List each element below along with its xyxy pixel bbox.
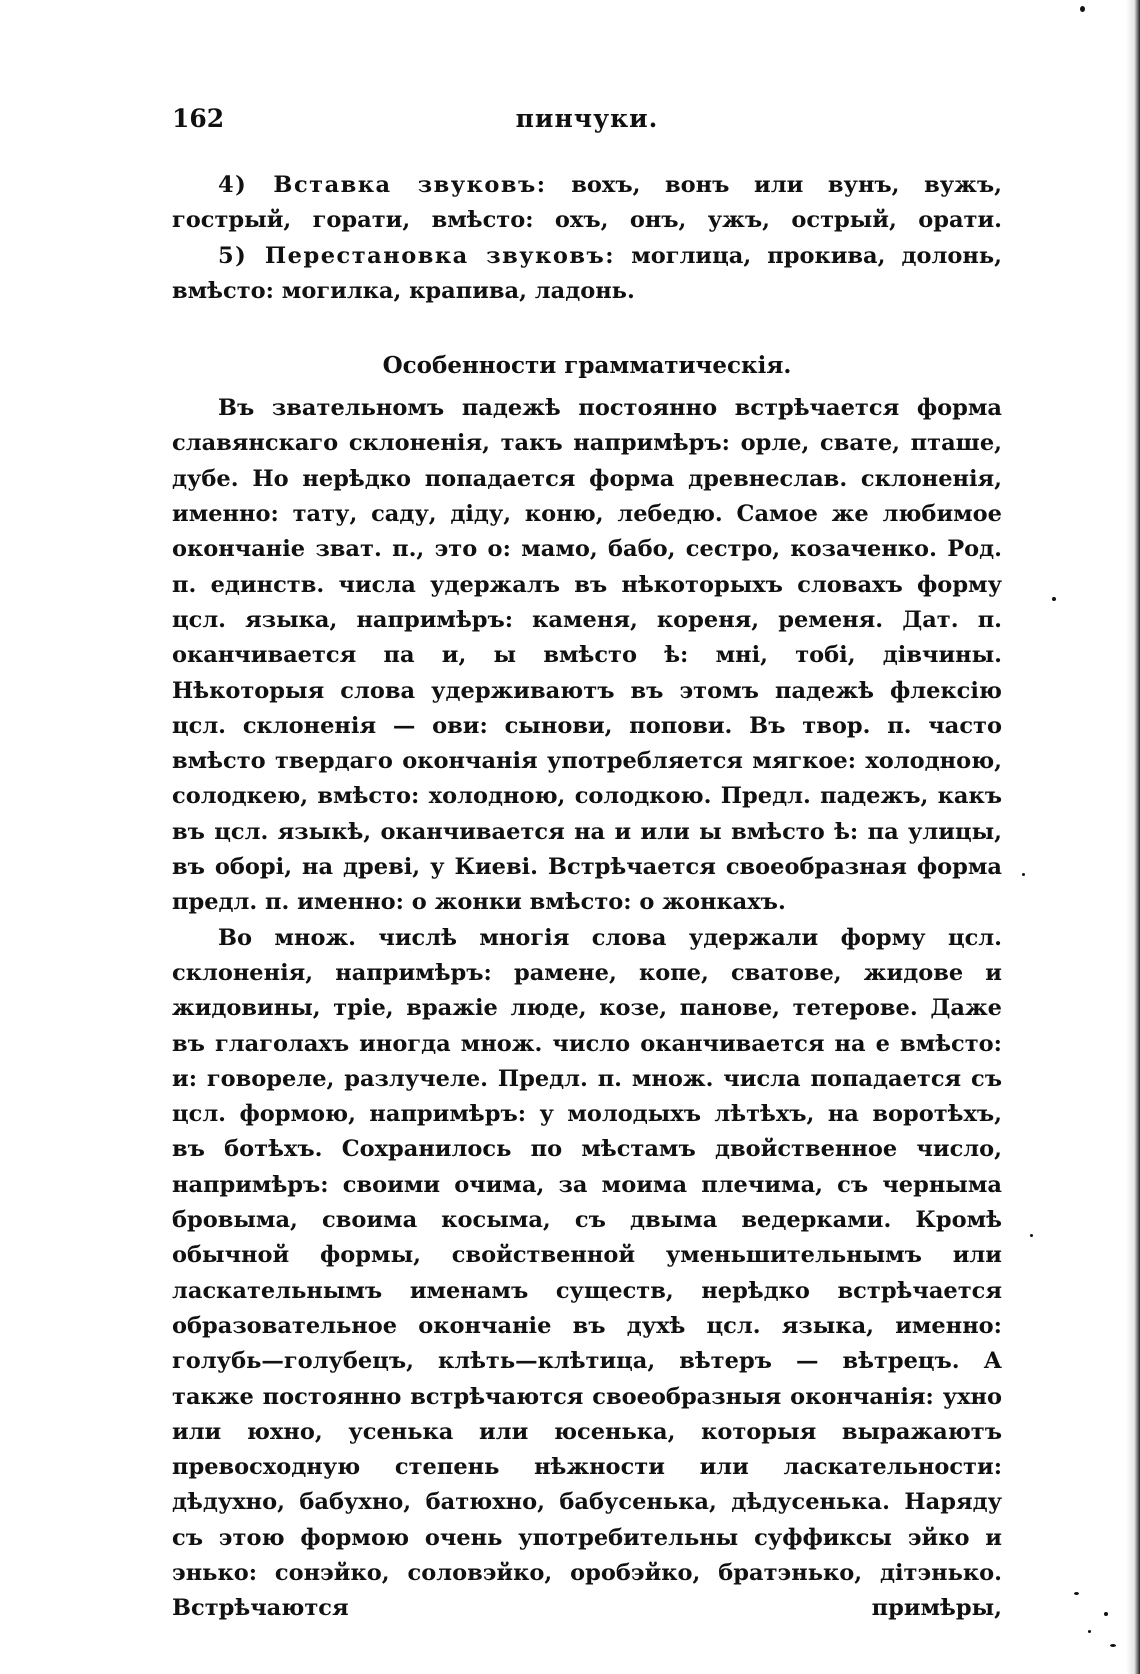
paragraph-insertion-of-sounds — [172, 168, 1002, 239]
scan-speck — [1088, 1630, 1091, 1633]
paragraph-lead: 5) Перестановка звуковъ: — [218, 242, 616, 269]
scan-speck — [1074, 1592, 1079, 1595]
scan-speck — [1110, 1644, 1116, 1647]
paragraph-lead: 4) Вставка звуковъ: — [218, 172, 547, 198]
scan-speck — [1052, 597, 1056, 601]
scan-speck — [1080, 6, 1085, 12]
paragraph-plural-forms: Во множ. числѣ многія слова удержали форму цсл. склоненія, напримѣръ: рамене, копе, сватове, жидове и жидовины, тріе, вражіе люде, козе, панове, тетерове. Даже въ глаголахъ иногда множ. число оканчивается на е вмѣсто: и: говореле, разлучеле. Предл. п. множ. числа попадается съ цсл. формою, напримѣръ: у молодыхъ лѣтѣхъ, на воротѣхъ, въ ботѣхъ. Сохранилось по мѣстамъ двойственное число, напримѣръ: своими очима, за моима плечима, съ черныма бровыма, своима косыма, съ двыма ведерками. Кромѣ обычной формы, свойственной уменьшительнымъ или ласкательнымъ именамъ существ, нерѣдко встрѣчается образовательное окончаніе въ духѣ цсл. языка, именно: голубь—голубецъ, клѣть—клѣтица, вѣтеръ — вѣтрецъ. А также постоянно встрѣчаются своеобразныя окончанія: ухно или юхно, усенька или юсенька, которыя выражаютъ превосходную степень нѣжности или ласкательности: дѣдухно, бабухно, батюхно, бабусенька, дѣдусенька. Наряду съ этою формою очень употребительны суффиксы эйко и энько: сонэйко, соловэйко, оробэйко, братэнько, дітэнько. Встрѣчаются примѣры, — [172, 924, 1002, 1622]
section-heading: Особенности грамматическія. — [382, 352, 792, 380]
paragraph-text: моглица, прокива, долонь, вмѣсто: могилка, крапива, ладонь. — [172, 242, 1002, 304]
scan-speck — [1104, 1612, 1108, 1616]
body-text — [172, 168, 1002, 1627]
paragraph-vocative-case: Въ звательномъ падежѣ постоянно встрѣчается форма славянскаго склоненія, такъ напримѣръ: орле, свате, пташе, дубе. Но нерѣдко попадается форма древнеслав. склоненія, именно: тату, саду, діду, коню, лебедю. Самое же любимое окончаніе зват. п., это о: мамо, бабо, сестро, козаченко. Род. п. единств. числа удержалъ въ нѣкоторыхъ словахъ форму цсл. языка, напримѣръ: каменя, кореня, ременя. Дат. п. оканчивается па и, ы вмѣсто ѣ: мні, тобі, дівчины. Нѣкоторыя слова удерживаютъ въ этомъ падежѣ флексію цсл. склоненія — ови: сынови, попови. Въ твор. п. часто вмѣсто твердаго окончанія употребляется мягкое: холодною, солодкею, вмѣсто: холодною, солодкою. Предл. падежъ, какъ въ цсл. языкѣ, оканчивается на и или ы вмѣсто ѣ: па улицы, въ оборі, на древі, у Киеві. Встрѣчается своеобразная форма предл. п. именно: о жонки вмѣсто: о жонкахъ. — [172, 395, 1002, 916]
scan-speck — [1022, 873, 1025, 876]
page-header — [172, 104, 1002, 140]
page-edge-shadow — [1126, 0, 1140, 1674]
paragraph-text: вохъ, вонъ или вунъ, вужъ, гострый, горати, вмѣсто: охъ, онъ, ужъ, острый, орати. — [172, 172, 1002, 234]
paragraph-transposition-of-sounds — [172, 239, 1002, 310]
page-number: 162 — [172, 104, 225, 133]
running-title: пинчуки. — [515, 104, 659, 133]
scan-speck — [1030, 1234, 1033, 1237]
